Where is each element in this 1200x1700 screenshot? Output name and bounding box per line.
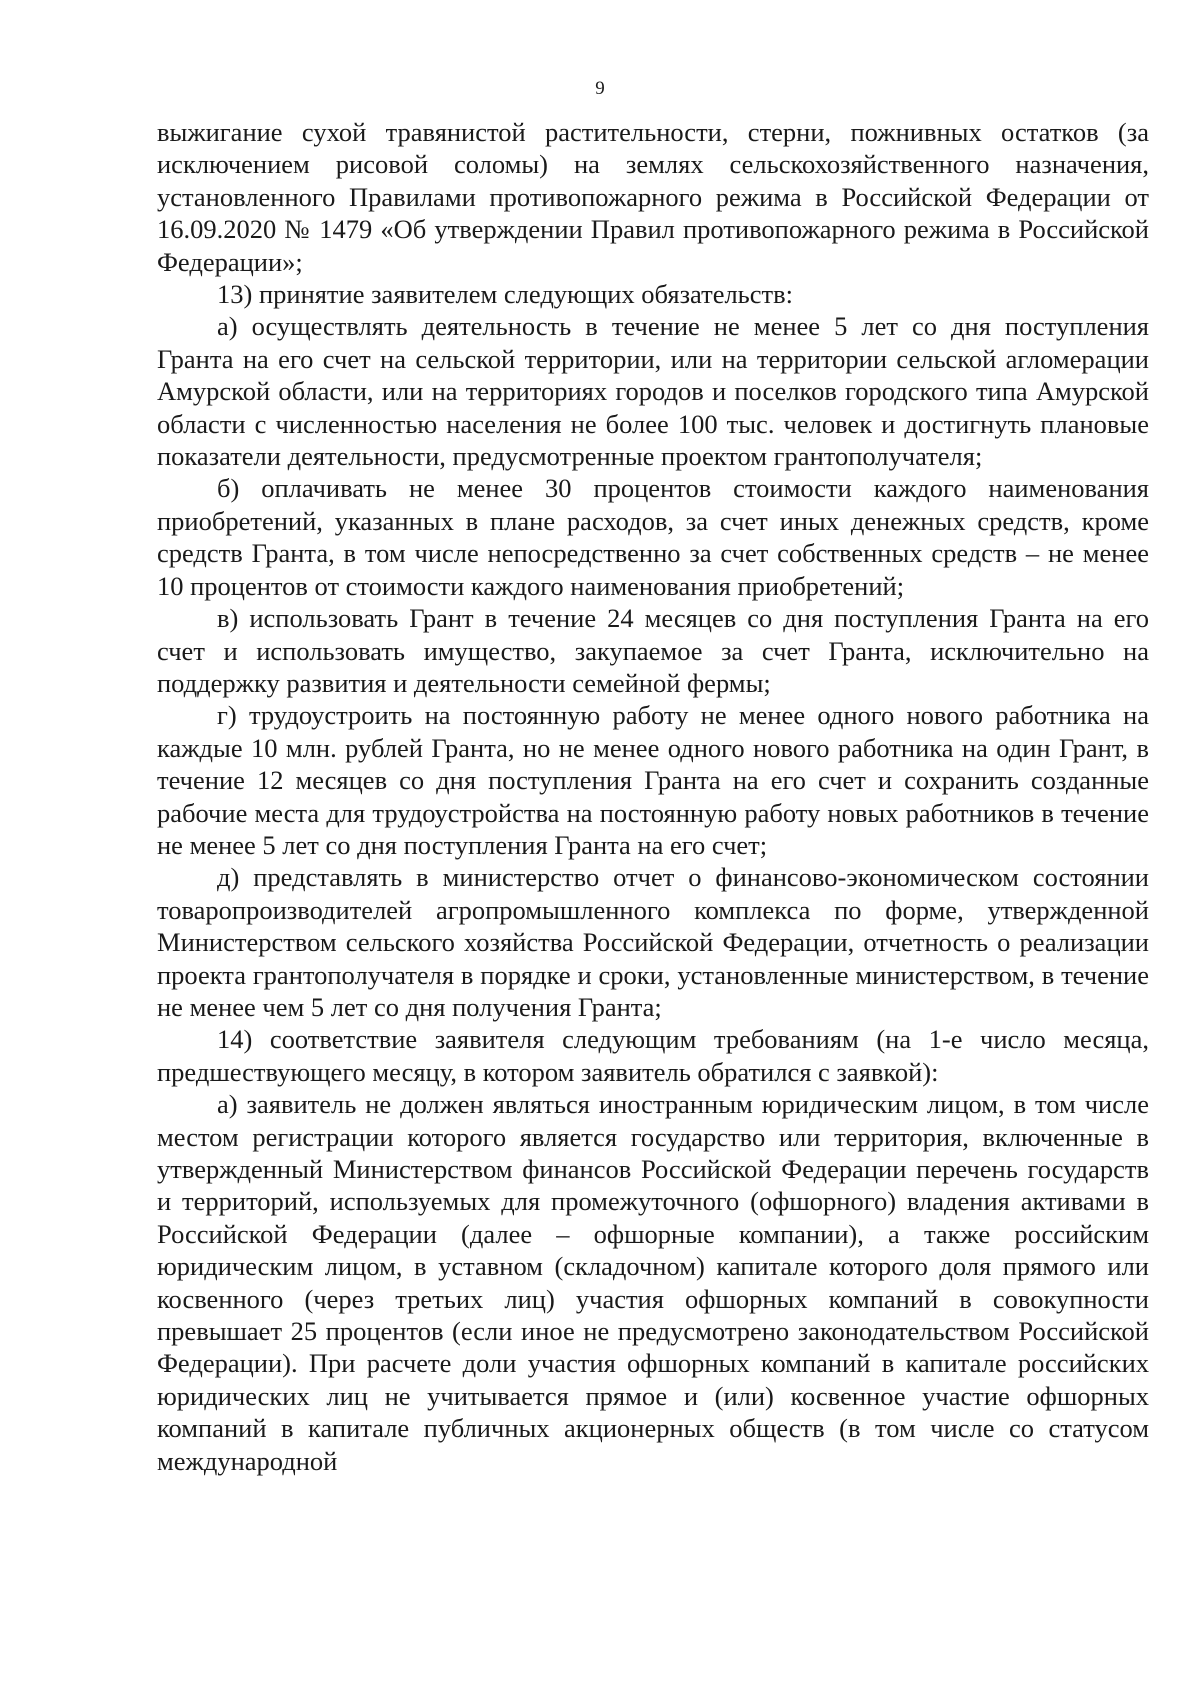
page-number: 9 bbox=[595, 78, 605, 99]
paragraph-item-13g: г) трудоустроить на постоянную работу не менее одного нового работника на каждые 10 млн. рублей Гранта, но не менее одного нового работника на один Грант, в течение 12 месяцев со дня поступления Гранта на его счет и сохранить созданные рабочие места для трудоустройства на постоянную работу новых работников в течение не менее 5 лет со дня поступления Гранта на его счет; bbox=[157, 700, 1149, 860]
paragraph-item-13: 13) принятие заявителем следующих обязательств: bbox=[217, 279, 793, 310]
document-body bbox=[157, 116, 1149, 1477]
paragraph-item-13b: б) оплачивать не менее 30 процентов стоимости каждого наименования приобретений, указанных в плане расходов, за счет иных денежных средств, кроме средств Гранта, в том числе непосредственно за счет собственных средств – не менее 10 процентов от стоимости каждого наименования приобретений; bbox=[157, 473, 1149, 601]
paragraph-item-13a: а) осуществлять деятельность в течение не менее 5 лет со дня поступления Гранта на его счет на сельской территории, или на территории сельской агломерации Амурской области, или на территориях городов и поселков городского типа Амурской области с численностью населения не более 100 тыс. человек и достигнуть плановые показатели деятельности, предусмотренные проектом грантополучателя; bbox=[157, 311, 1149, 472]
paragraph-item-14a: а) заявитель не должен являться иностранным юридическим лицом, в том числе местом регистрации которого является государство или территория, включенные в утвержденный Министерством финансов Российской Федерации перечень государств и территорий, используемых для промежуточного (офшорного) владения активами в Российской Федерации (далее – офшорные компании), а также российским юридическим лицом, в уставном (складочном) капитале которого доля прямого или косвенного (через третьих лиц) участия офшорных компаний в совокупности превышает 25 процентов (если иное не предусмотрено законодательством Российской Федерации). При расчете доли участия офшорных компаний в капитале российских юридических лиц не учитывается прямое и (или) косвенное участие офшорных компаний в капитале публичных акционерных обществ (в том числе со статусом международной bbox=[157, 1089, 1149, 1476]
paragraph-item-13d: д) представлять в министерство отчет о финансово-экономическом состоянии товаропроизводителей агропромышленного комплекса по форме, утвержденной Министерством сельского хозяйства Российской Федерации, отчетность о реализации проекта грантополучателя в порядке и сроки, установленные министерством, в течение не менее чем 5 лет со дня получения Гранта; bbox=[157, 862, 1149, 1022]
paragraph-item-13v: в) использовать Грант в течение 24 месяцев со дня поступления Гранта на его счет и использовать имущество, закупаемое за счет Гранта, исключительно на поддержку развития и деятельности семейной фермы; bbox=[157, 603, 1149, 698]
paragraph-item-14: 14) соответствие заявителя следующим требованиям (на 1-е число месяца, предшествующего месяцу, в котором заявитель обратился с заявкой): bbox=[157, 1024, 1149, 1087]
paragraph-continuation: выжигание сухой травянистой растительности, стерни, пожнивных остатков (за исключением рисовой соломы) на землях сельскохозяйственного назначения, установленного Правилами противопожарного режима в Российской Федерации от 16.09.2020 № 1479 «Об утверждении Правил противопожарного режима в Российской Федерации»; bbox=[157, 117, 1149, 277]
